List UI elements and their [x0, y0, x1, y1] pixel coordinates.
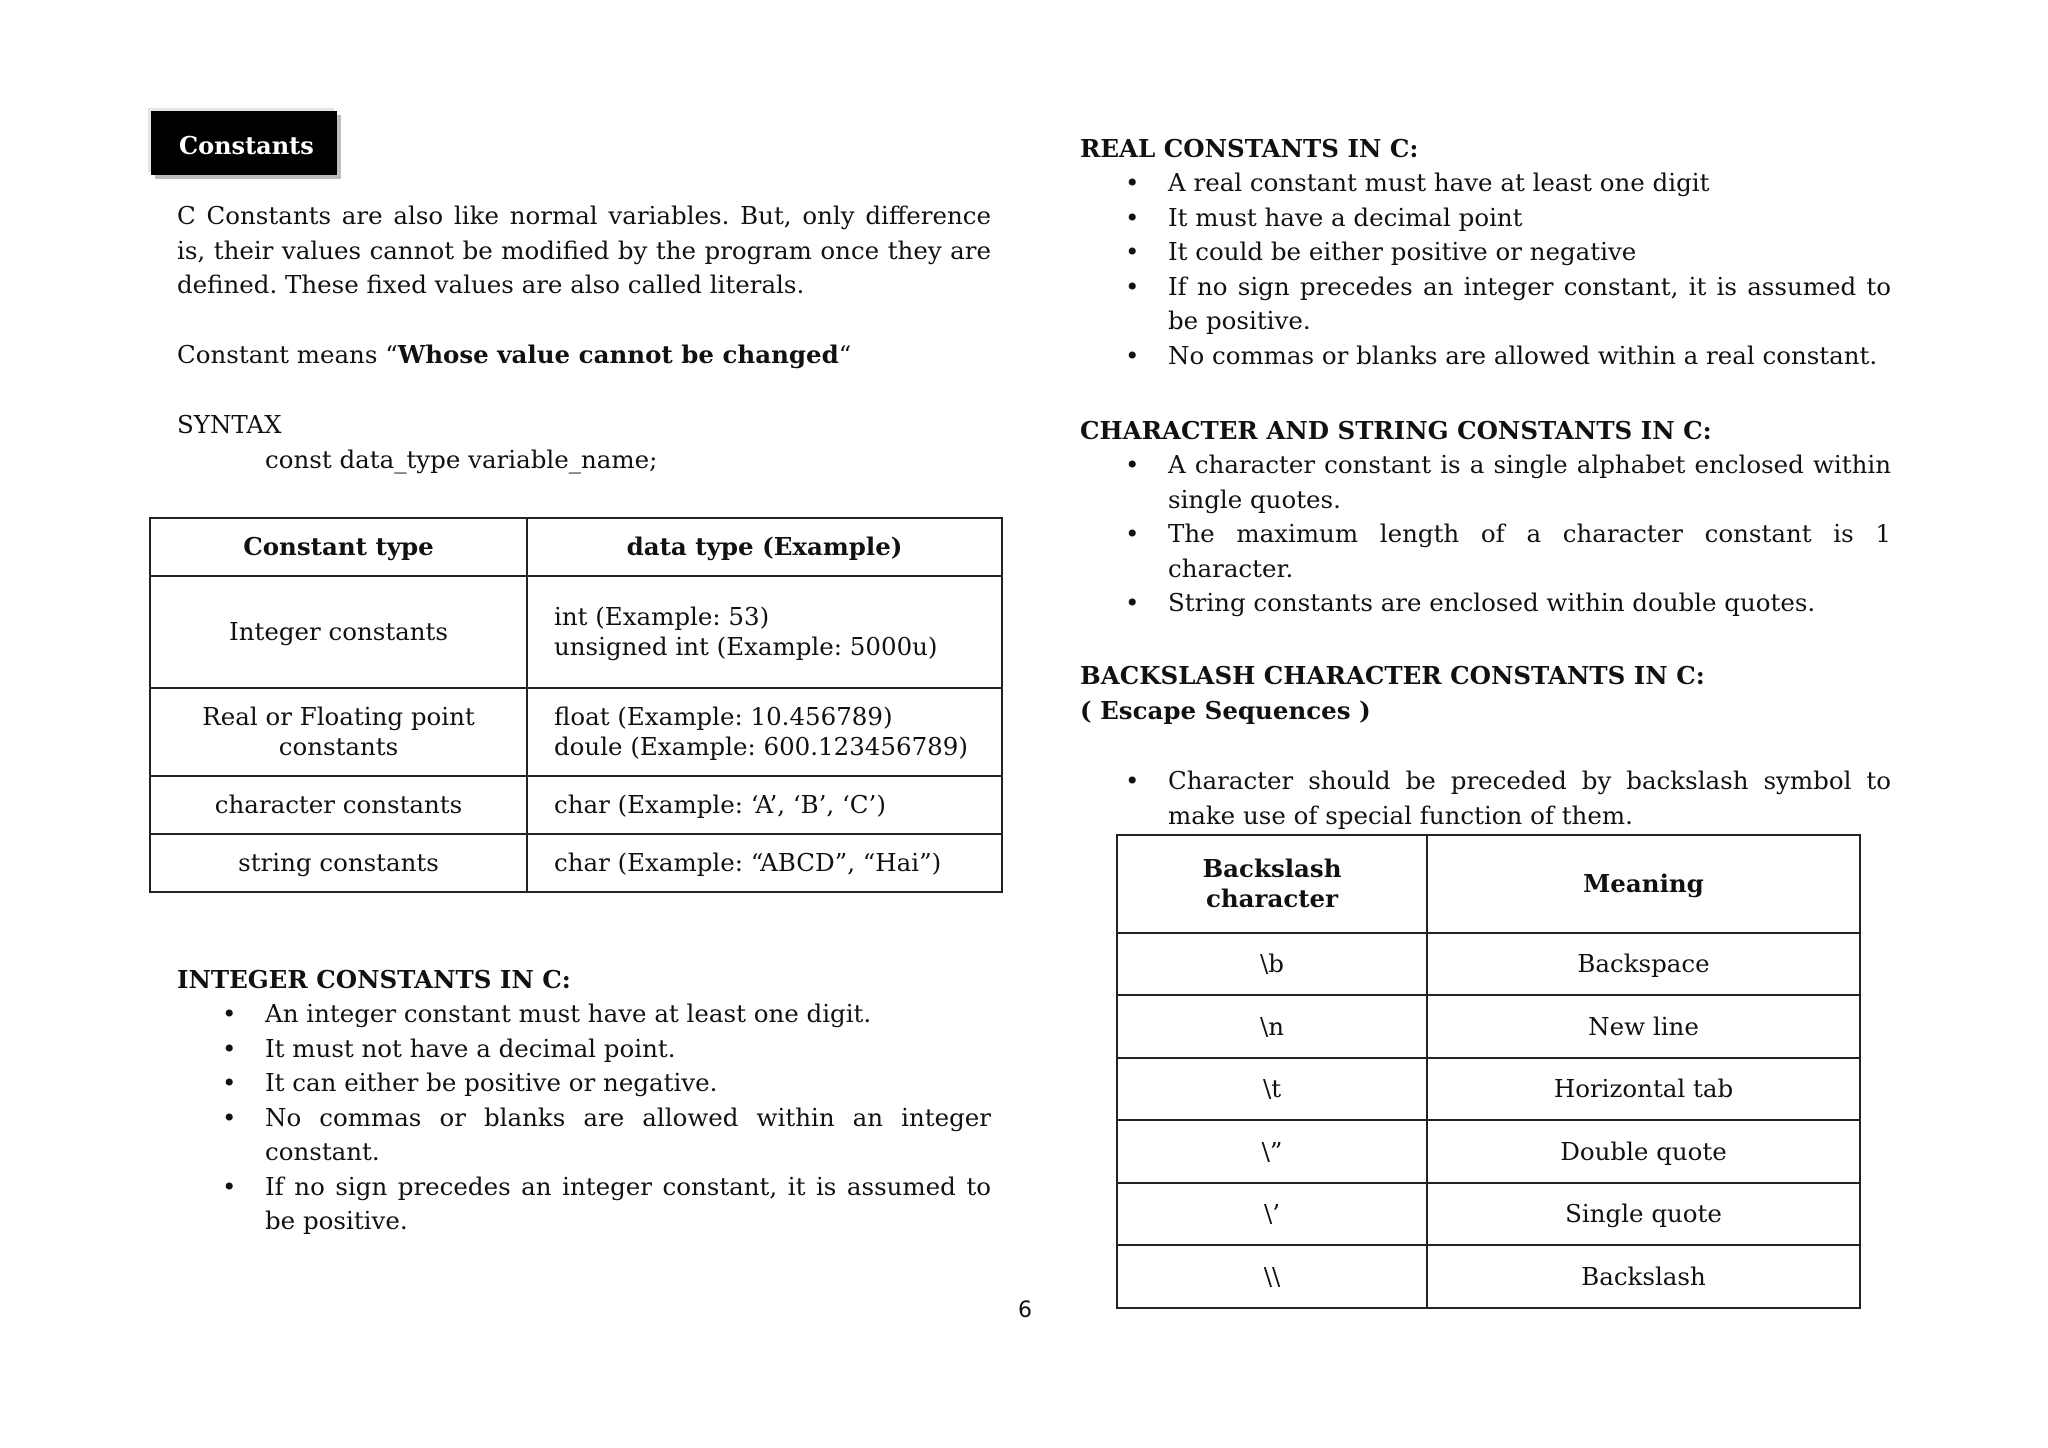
bullet-icon: •	[1125, 237, 1140, 266]
list-item	[1080, 448, 1891, 517]
list-item-text: If no sign precedes an integer constant, it is assumed to be positive.	[1168, 271, 1891, 335]
table-cell-example	[527, 688, 1002, 776]
table-row	[1117, 995, 1860, 1058]
list-item	[1080, 166, 1891, 201]
table-cell-meaning: Horizontal tab	[1427, 1058, 1860, 1120]
header-line: Backslash	[1202, 854, 1342, 883]
integer-bullets	[177, 997, 991, 1239]
bullet-icon: •	[222, 1033, 237, 1063]
integer-constants-title: INTEGER CONSTANTS IN C:	[177, 965, 571, 994]
escape-sequences-subtitle: ( Escape Sequences )	[1080, 696, 1371, 725]
table-row	[1117, 1058, 1860, 1120]
bullet-icon: •	[1125, 168, 1140, 197]
list-item	[1080, 764, 1891, 833]
table-cell-type	[150, 688, 527, 776]
table-row	[150, 688, 1002, 776]
list-item	[1080, 235, 1891, 270]
list-item-text: It could be either positive or negative	[1168, 237, 1637, 266]
list-item-text: String constants are enclosed within double quotes.	[1168, 588, 1816, 617]
table-cell-char: \n	[1117, 995, 1427, 1058]
list-item-text: An integer constant must have at least one digit.	[265, 999, 872, 1028]
table-cell-meaning: Double quote	[1427, 1120, 1860, 1183]
list-item-text: If no sign precedes an integer constant, it is assumed to be positive.	[265, 1171, 991, 1235]
table-cell-type: Integer constants	[150, 576, 527, 688]
intro-paragraph: C Constants are also like normal variables. But, only difference is, their values cannot be modified by the program once they are defined. These fixed values are also called literals.	[177, 201, 991, 299]
table-row	[150, 834, 1002, 892]
table-header-row	[150, 518, 1002, 576]
list-item-text: No commas or blanks are allowed within an integer constant.	[265, 1102, 991, 1166]
bullet-icon: •	[1125, 519, 1140, 548]
table-row	[150, 576, 1002, 688]
type-line: Real or Floating point	[202, 702, 475, 731]
list-item	[177, 1066, 991, 1101]
list-item-text: A real constant must have at least one digit	[1168, 168, 1710, 197]
backslash-bullets	[1080, 764, 1891, 833]
list-item	[177, 1101, 991, 1170]
backslash-constants-title: BACKSLASH CHARACTER CONSTANTS IN C:	[1080, 661, 1705, 690]
bullet-icon: •	[1125, 766, 1140, 795]
real-constants-title: REAL CONSTANTS IN C:	[1080, 134, 1419, 163]
bullet-icon: •	[1125, 340, 1140, 370]
example-line: doule (Example: 600.123456789)	[554, 732, 968, 761]
type-line: constants	[278, 732, 399, 761]
table-header-row	[1117, 835, 1860, 933]
table-header-backslash-character	[1117, 835, 1427, 933]
bullet-icon: •	[1125, 588, 1140, 617]
list-item-text: It can either be positive or negative.	[265, 1068, 718, 1097]
table-cell-type: string constants	[150, 834, 527, 892]
syntax-code: const data_type variable_name;	[265, 445, 658, 474]
constant-types-table	[149, 517, 1003, 893]
char-string-constants-title: CHARACTER AND STRING CONSTANTS IN C:	[1080, 416, 1712, 445]
list-item-text: A character constant is a single alphabet enclosed within single quotes.	[1168, 450, 1891, 514]
table-cell-meaning: New line	[1427, 995, 1860, 1058]
bullet-icon: •	[222, 1171, 237, 1201]
escape-sequence-table	[1116, 834, 1861, 1309]
header-line: character	[1205, 884, 1339, 913]
bullet-icon: •	[1125, 450, 1140, 479]
real-bullets	[1080, 166, 1891, 373]
example-line: unsigned int (Example: 5000u)	[554, 632, 938, 661]
list-item	[177, 1032, 991, 1067]
page-number: 6	[1018, 1298, 1032, 1323]
list-item-text: It must have a decimal point	[1168, 202, 1523, 232]
table-header-constant-type: Constant type	[150, 518, 527, 576]
list-item	[1080, 517, 1891, 586]
list-item	[1080, 339, 1891, 374]
table-cell-example: char (Example: “ABCD”, “Hai”)	[527, 834, 1002, 892]
table-cell-meaning: Backslash	[1427, 1245, 1860, 1308]
constant-meaning	[177, 338, 991, 373]
section-heading-constants: Constants	[151, 111, 337, 175]
meaning-prefix: Constant means “	[177, 340, 398, 369]
example-line: float (Example: 10.456789)	[554, 702, 893, 731]
table-row	[1117, 933, 1860, 995]
bullet-icon: •	[1125, 202, 1140, 232]
meaning-bold: Whose value cannot be changed	[397, 340, 839, 369]
table-cell-char: \”	[1117, 1120, 1427, 1183]
table-cell-char: \\	[1117, 1245, 1427, 1308]
table-cell-example: char (Example: ‘A’, ‘B’, ‘C’)	[527, 776, 1002, 834]
table-header-meaning: Meaning	[1427, 835, 1860, 933]
example-line: int (Example: 53)	[554, 602, 770, 631]
list-item	[177, 1170, 991, 1239]
list-item	[1080, 201, 1891, 236]
list-item	[1080, 586, 1891, 621]
meaning-suffix: “	[838, 340, 852, 369]
table-row	[1117, 1120, 1860, 1183]
table-cell-example	[527, 576, 1002, 688]
list-item-text: It must not have a decimal point.	[265, 1033, 676, 1063]
list-item-text: No commas or blanks are allowed within a real constant.	[1168, 340, 1878, 370]
list-item	[1080, 270, 1891, 339]
table-cell-char: \t	[1117, 1058, 1427, 1120]
list-item-text: The maximum length of a character constant is 1 character.	[1168, 519, 1891, 583]
table-cell-type: character constants	[150, 776, 527, 834]
list-item-text: Character should be preceded by backslash symbol to make use of special function of them.	[1168, 766, 1891, 830]
bullet-icon: •	[1125, 271, 1140, 301]
bullet-icon: •	[222, 1068, 237, 1097]
list-item	[177, 997, 991, 1032]
table-row	[1117, 1245, 1860, 1308]
bullet-icon: •	[222, 1102, 237, 1132]
table-cell-meaning: Single quote	[1427, 1183, 1860, 1245]
syntax-label: SYNTAX	[177, 410, 282, 439]
table-row	[1117, 1183, 1860, 1245]
table-row	[150, 776, 1002, 834]
table-cell-meaning: Backspace	[1427, 933, 1860, 995]
table-cell-char: \’	[1117, 1183, 1427, 1245]
table-header-data-type: data type (Example)	[527, 518, 1002, 576]
char-bullets	[1080, 448, 1891, 621]
bullet-icon: •	[222, 999, 237, 1028]
table-cell-char: \b	[1117, 933, 1427, 995]
